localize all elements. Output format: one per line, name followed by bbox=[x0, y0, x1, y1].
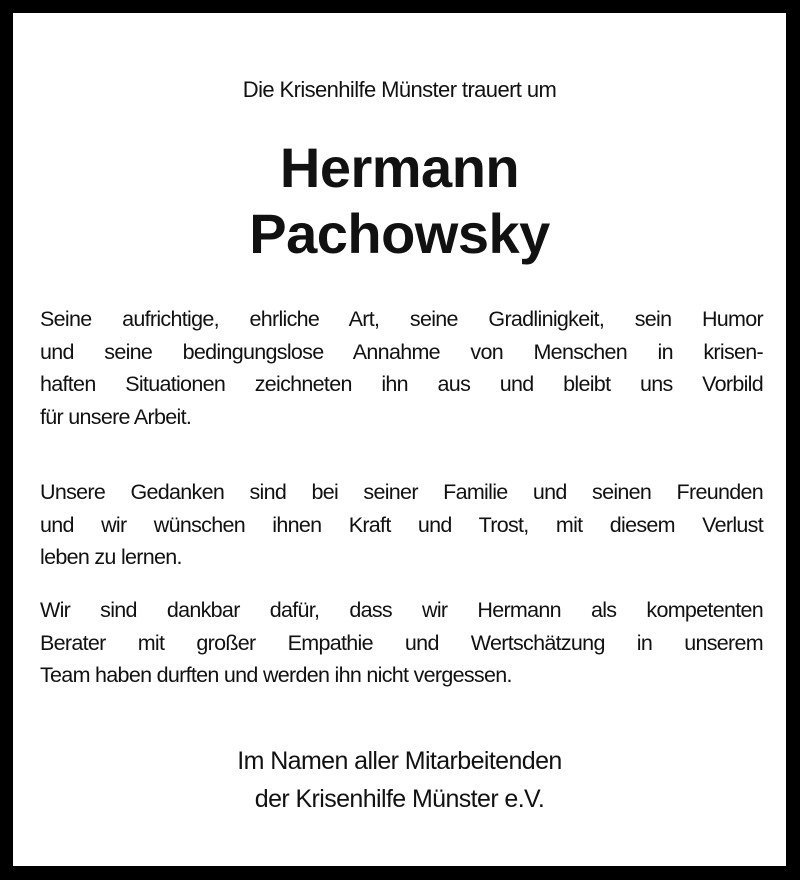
paragraph-line: Unsere Gedanken sind bei seiner Familie und seinen Freunden bbox=[40, 480, 763, 504]
closing-signature bbox=[13, 742, 786, 818]
paragraph-line: haften Situationen zeichneten ihn aus und bleibt uns Vorbild bbox=[40, 372, 763, 396]
intro-line: Die Krisenhilfe Münster trauert um bbox=[242, 77, 557, 102]
obituary-notice bbox=[13, 13, 786, 866]
first-name: Hermann bbox=[279, 136, 520, 199]
paragraph-gratitude bbox=[40, 594, 763, 692]
paragraph-line: leben zu lernen. bbox=[40, 545, 182, 569]
deceased-name bbox=[13, 135, 786, 267]
paragraph-line: Wir sind dankbar dafür, dass wir Hermann als kompetenten bbox=[40, 598, 763, 622]
paragraph-line: und seine bedingungslose Annahme von Menschen in krisen- bbox=[40, 339, 763, 364]
closing-line: Im Namen aller Mitarbeitenden bbox=[237, 747, 562, 775]
paragraph-line: Berater mit großer Empathie und Wertschätzung in unserem bbox=[40, 630, 763, 655]
paragraph-tribute bbox=[40, 303, 763, 433]
paragraph-line: für unsere Arbeit. bbox=[40, 404, 192, 429]
paragraph-condolence bbox=[40, 476, 763, 574]
last-name: Pachowsky bbox=[249, 202, 550, 265]
paragraph-line: Team haben durften und werden ihn nicht vergessen. bbox=[40, 663, 512, 687]
closing-line: der Krisenhilfe Münster e.V. bbox=[254, 785, 545, 813]
paragraph-line: und wir wünschen ihnen Kraft und Trost, mit diesem Verlust bbox=[40, 512, 763, 537]
paragraph-line: Seine aufrichtige, ehrliche Art, seine Gradlinigkeit, sein Humor bbox=[40, 307, 763, 331]
